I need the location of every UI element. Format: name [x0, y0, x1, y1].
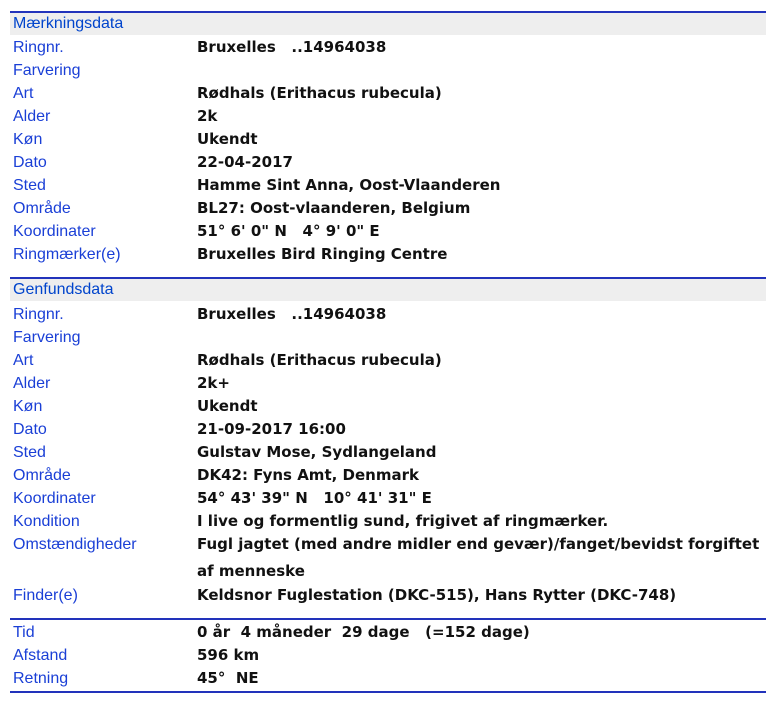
recovery-row-sted: [10, 441, 766, 464]
marking-row-art: [10, 82, 766, 105]
marking-row-koordinater: [10, 220, 766, 243]
recovery-row-finder: [10, 584, 766, 607]
marking-row-kon: [10, 128, 766, 151]
row-label: Sted: [13, 444, 46, 461]
recovery-row-farvering: [10, 326, 766, 349]
row-value: Rødhals (Erithacus rubecula): [197, 351, 442, 369]
row-value: 54° 43' 39" N 10° 41' 31" E: [197, 489, 432, 507]
section-divider: [10, 618, 766, 620]
marking-row-ringnr: [10, 36, 766, 59]
row-label: Afstand: [13, 647, 68, 664]
row-label: Koordinater: [13, 223, 96, 240]
summary-row-retning: [10, 667, 766, 690]
row-value: Fugl jagtet (med andre midler end gevær)/fanget/bevidst forgiftet af menneske: [197, 535, 765, 580]
row-value: Rødhals (Erithacus rubecula): [197, 84, 442, 102]
summary-row-afstand: [10, 644, 766, 667]
row-value: Hamme Sint Anna, Oost-Vlaanderen: [197, 176, 501, 194]
row-label: Finder(e): [13, 587, 78, 604]
row-value: BL27: Oost-vlaanderen, Belgium: [197, 199, 471, 217]
row-value: Bruxelles ..14964038: [197, 38, 387, 56]
row-value: 21-09-2017 16:00: [197, 420, 346, 438]
row-label: Ringnr.: [13, 306, 64, 323]
recovery-row-dato: [10, 418, 766, 441]
row-label: Køn: [13, 398, 43, 415]
row-label: Koordinater: [13, 490, 96, 507]
row-label: Art: [13, 85, 34, 102]
recovery-row-ringnr: [10, 303, 766, 326]
row-label: Farvering: [13, 329, 81, 346]
row-value: 45° NE: [197, 669, 259, 687]
row-label: Omstændigheder: [13, 536, 137, 553]
recovery-row-kondition: [10, 510, 766, 533]
summary-row-tid: [10, 621, 766, 644]
recovery-row-alder: [10, 372, 766, 395]
row-label: Dato: [13, 154, 47, 171]
marking-row-omrade: [10, 197, 766, 220]
marking-row-farvering: [10, 59, 766, 82]
recovery-row-omrade: [10, 464, 766, 487]
recovery-row-koordinater: [10, 487, 766, 510]
row-value: 2k: [197, 107, 218, 125]
row-label: Dato: [13, 421, 47, 438]
recovery-row-omstaendigheder: [10, 533, 766, 583]
marking-row-ringmaerker: [10, 243, 766, 266]
row-value: Ukendt: [197, 397, 258, 415]
row-label: Retning: [13, 670, 69, 687]
row-value: I live og formentlig sund, frigivet af ringmærker.: [197, 512, 609, 530]
marking-row-dato: [10, 151, 766, 174]
row-label: Ringnr.: [13, 39, 64, 56]
marking-row-sted: [10, 174, 766, 197]
row-label: Alder: [13, 375, 51, 392]
row-value: Gulstav Mose, Sydlangeland: [197, 443, 437, 461]
row-value: 596 km: [197, 646, 260, 664]
row-label: Område: [13, 467, 71, 484]
recovery-row-art: [10, 349, 766, 372]
recovery-row-kon: [10, 395, 766, 418]
row-value: DK42: Fyns Amt, Denmark: [197, 466, 419, 484]
row-value: 22-04-2017: [197, 153, 293, 171]
row-value: 51° 6' 0" N 4° 9' 0" E: [197, 222, 380, 240]
row-label: Område: [13, 200, 71, 217]
recovery-section-header: Genfundsdata: [10, 279, 766, 301]
row-label: Art: [13, 352, 34, 369]
section-divider: [10, 691, 766, 693]
row-label: Kondition: [13, 513, 80, 530]
row-label: Køn: [13, 131, 43, 148]
row-label: Alder: [13, 108, 51, 125]
row-value: 2k+: [197, 374, 230, 392]
row-label: Farvering: [13, 62, 81, 79]
marking-row-alder: [10, 105, 766, 128]
row-value: Bruxelles ..14964038: [197, 305, 387, 323]
row-label: Ringmærker(e): [13, 246, 121, 263]
row-value: Ukendt: [197, 130, 258, 148]
row-value: Bruxelles Bird Ringing Centre: [197, 245, 448, 263]
row-value: Keldsnor Fuglestation (DKC-515), Hans Rytter (DKC-748): [197, 586, 677, 604]
row-label: Sted: [13, 177, 46, 194]
marking-section-header: Mærkningsdata: [10, 13, 766, 35]
row-value: 0 år 4 måneder 29 dage (=152 dage): [197, 623, 530, 641]
row-label: Tid: [13, 624, 35, 641]
